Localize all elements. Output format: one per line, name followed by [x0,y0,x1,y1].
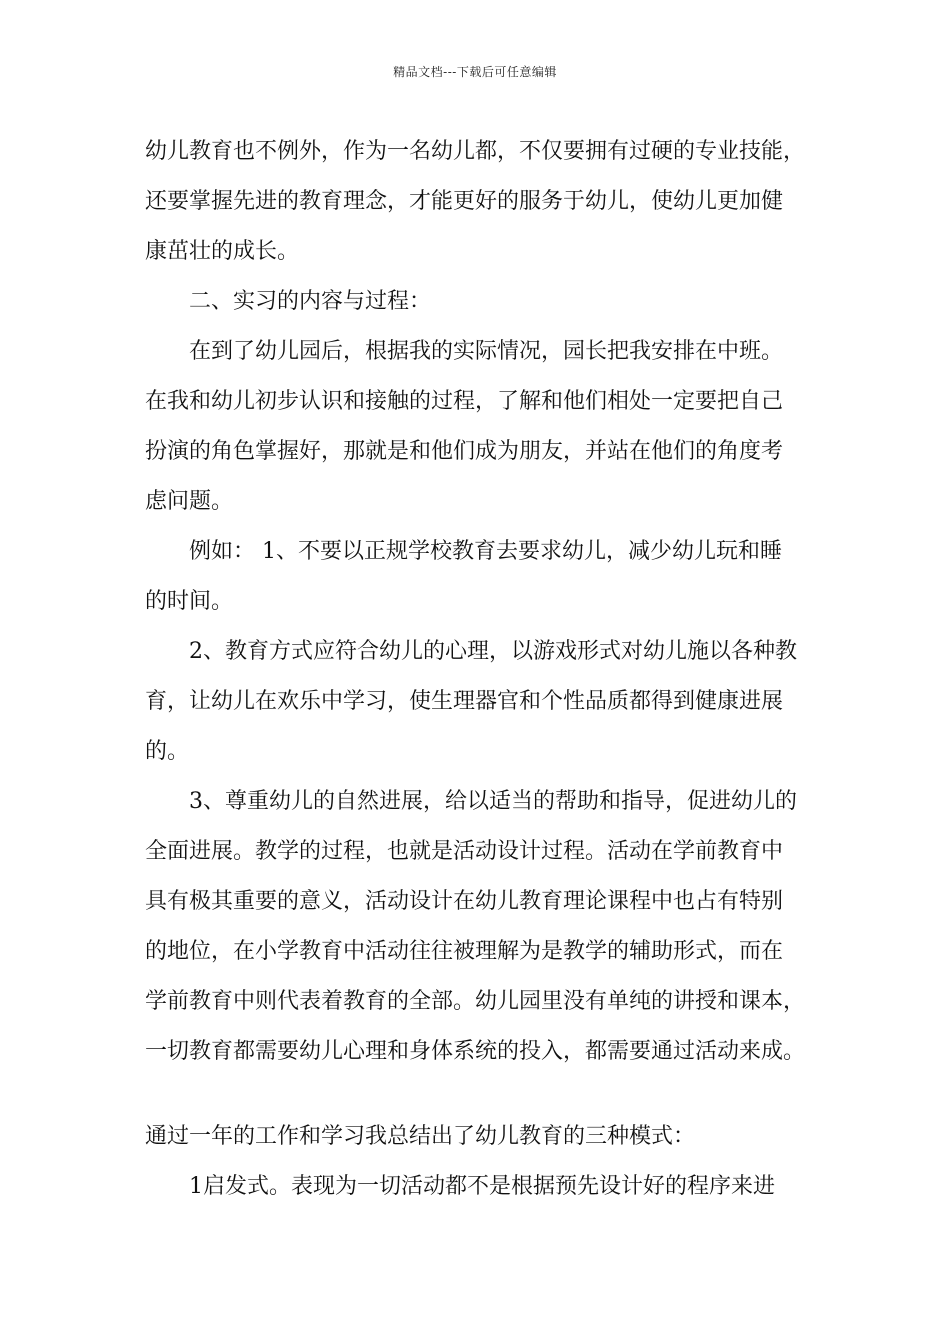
text-line: 的。 [145,739,190,764]
paragraph-intro [145,127,825,277]
text-line: 育，让幼儿在欢乐中学习，使生理器官和个性品质都得到健康进展 [145,689,784,714]
document-body [145,127,825,1212]
text-line: 在到了幼儿园后，根据我的实际情况，园长把我安排在中班。 [189,339,784,364]
section-heading [145,277,825,327]
paragraph-example-1 [145,527,825,627]
text-line: 一切教育都需要幼儿心理和身体系统的投入，都需要通过活动来成。 [145,1039,806,1064]
text-line: 3、尊重幼儿的自然进展，给以适当的帮助和指导，促进幼儿的 [189,789,797,814]
text-line: 例如： 1、不要以正规学校教育去要求幼儿，减少幼儿玩和睡 [189,539,782,564]
paragraph-example-2 [145,627,825,777]
text-line: 的时间。 [145,589,234,614]
text-line: 全面进展。教学的过程，也就是活动设计过程。活动在学前教育中 [145,839,784,864]
text-line: 具有极其重要的意义，活动设计在幼儿教育理论课程中也占有特别 [145,889,784,914]
text-line: 学前教育中则代表着教育的全部。幼儿园里没有单纯的讲授和课本， [145,989,806,1014]
text-line: 幼儿教育也不例外，作为一名幼儿都，不仅要拥有过硬的专业技能， [145,139,806,164]
heading-line: 二、实习的内容与过程： [189,289,432,314]
paragraph-arrival [145,327,825,527]
paragraph-summary [145,1112,825,1162]
text-line: 通过一年的工作和学习我总结出了幼儿教育的三种模式： [145,1124,696,1149]
paragraph-spacer [145,1077,825,1112]
paragraph-example-3 [145,777,825,1077]
text-line: 在我和幼儿初步认识和接触的过程，了解和他们相处一定要把自己 [145,389,784,414]
text-line: 康茁壮的成长。 [145,239,300,264]
page-header: 精品文档---下载后可任意编辑 [393,65,557,79]
text-line: 扮演的角色掌握好，那就是和他们成为朋友，并站在他们的角度考 [145,439,784,464]
text-line: 还要掌握先进的教育理念，才能更好的服务于幼儿，使幼儿更加健 [145,189,784,214]
text-line: 2、教育方式应符合幼儿的心理，以游戏形式对幼儿施以各种教 [189,639,797,664]
paragraph-mode-1 [145,1162,825,1212]
text-line: 1启发式。表现为一切活动都不是根据预先设计好的程序来进 [189,1174,775,1199]
text-line: 虑问题。 [145,489,234,514]
text-line: 的地位，在小学教育中活动往往被理解为是教学的辅助形式，而在 [145,939,784,964]
